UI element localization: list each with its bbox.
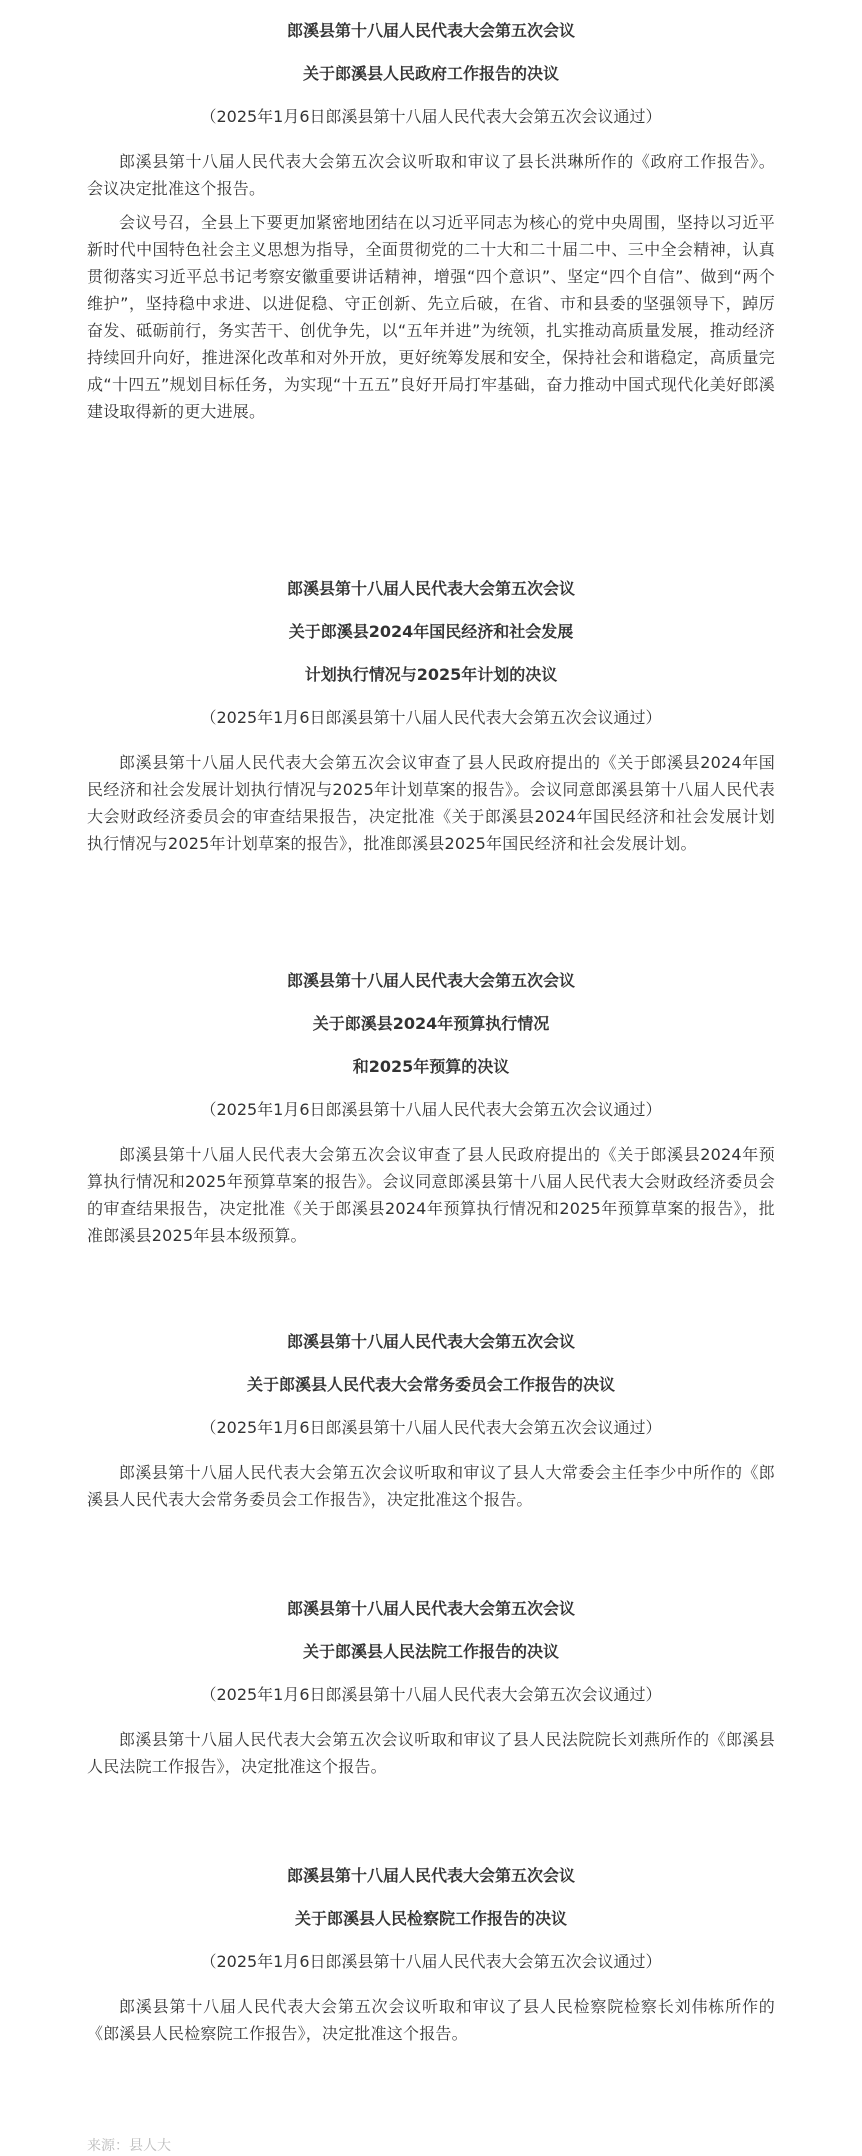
meeting-title: 郎溪县第十八届人民代表大会第五次会议: [286, 21, 575, 40]
resolution-title: 关于郎溪县人民代表大会常务委员会工作报告的决议: [246, 1375, 615, 1394]
adoption-date: （2025年1月6日郎溪县第十八届人民代表大会第五次会议通过）: [200, 1685, 662, 1704]
resolution-court: [87, 1598, 775, 1780]
resolution-paragraph: 郎溪县第十八届人民代表大会第五次会议审查了县人民政府提出的《关于郎溪县2024年国民经济和社会发展计划执行情况与2025年计划草案的报告》。会议同意郎溪县第十八届人民代表大会财政经济委员会的审查结果报告，决定批准《关于郎溪县2024年国民经济和社会发展计划执行情况与2025年计划草案的报告》，批准郎溪县2025年国民经济和社会发展计划。: [87, 753, 775, 853]
resolution-title: 关于郎溪县人民法院工作报告的决议: [302, 1642, 559, 1661]
meeting-title: 郎溪县第十八届人民代表大会第五次会议: [286, 971, 575, 990]
resolution-paragraph: 郎溪县第十八届人民代表大会第五次会议听取和审议了县长洪琳所作的《政府工作报告》。会议决定批准这个报告。: [87, 152, 775, 198]
resolution-title: 关于郎溪县人民检察院工作报告的决议: [294, 1909, 567, 1928]
resolution-paragraph: 会议号召，全县上下要更加紧密地团结在以习近平同志为核心的党中央周围，坚持以习近平新时代中国特色社会主义思想为指导，全面贯彻党的二十大和二十届二中、三中全会精神，认真贯彻落实习近平总书记考察安徽重要讲话精神，增强“四个意识”、坚定“四个自信”、做到“两个维护”，坚持稳中求进、以进促稳、守正创新、先立后破，在省、市和县委的坚强领导下，踔厉奋发、砥砺前行，务实苦干、创优争先，以“五年并进”为统领，扎实推动高质量发展，推动经济持续回升向好，推进深化改革和对外开放，更好统筹发展和安全，保持社会和谐稳定，高质量完成“十四五”规划目标任务，为实现“十五五”良好开局打牢基础，奋力推动中国式现代化美好郎溪建设取得新的更大进展。: [87, 213, 775, 421]
resolution-paragraph: 郎溪县第十八届人民代表大会第五次会议听取和审议了县人大常委会主任李少中所作的《郎溪县人民代表大会常务委员会工作报告》，决定批准这个报告。: [87, 1463, 775, 1509]
adoption-date: （2025年1月6日郎溪县第十八届人民代表大会第五次会议通过）: [200, 708, 662, 727]
resolution-title: 计划执行情况与2025年计划的决议: [304, 665, 558, 684]
adoption-date: （2025年1月6日郎溪县第十八届人民代表大会第五次会议通过）: [200, 1100, 662, 1119]
resolution-title: 和2025年预算的决议: [352, 1057, 510, 1076]
meeting-title: 郎溪县第十八届人民代表大会第五次会议: [286, 1599, 575, 1618]
resolution-budget: [87, 970, 775, 1249]
adoption-date: （2025年1月6日郎溪县第十八届人民代表大会第五次会议通过）: [200, 107, 662, 126]
meeting-title: 郎溪县第十八届人民代表大会第五次会议: [286, 1332, 575, 1351]
resolution-title: 关于郎溪县人民政府工作报告的决议: [302, 64, 559, 83]
resolution-economic-plan: [87, 578, 775, 857]
meeting-title: 郎溪县第十八届人民代表大会第五次会议: [286, 579, 575, 598]
resolution-paragraph: 郎溪县第十八届人民代表大会第五次会议审查了县人民政府提出的《关于郎溪县2024年预算执行情况和2025年预算草案的报告》。会议同意郎溪县第十八届人民代表大会财政经济委员会的审查结果报告，决定批准《关于郎溪县2024年预算执行情况和2025年预算草案的报告》，批准郎溪县2025年县本级预算。: [87, 1145, 775, 1245]
source-label: 来源：县人大: [87, 2138, 171, 2154]
resolution-government-report: [87, 20, 775, 425]
resolution-paragraph: 郎溪县第十八届人民代表大会第五次会议听取和审议了县人民检察院检察长刘伟栋所作的《郎溪县人民检察院工作报告》，决定批准这个报告。: [87, 1997, 775, 2043]
resolution-paragraph: 郎溪县第十八届人民代表大会第五次会议听取和审议了县人民法院院长刘燕所作的《郎溪县人民法院工作报告》，决定批准这个报告。: [87, 1730, 775, 1776]
resolution-procuratorate: [87, 1865, 775, 2047]
resolution-title: 关于郎溪县2024年国民经济和社会发展: [288, 622, 574, 641]
resolution-standing-committee: [87, 1331, 775, 1513]
adoption-date: （2025年1月6日郎溪县第十八届人民代表大会第五次会议通过）: [200, 1952, 662, 1971]
meeting-title: 郎溪县第十八届人民代表大会第五次会议: [286, 1866, 575, 1885]
adoption-date: （2025年1月6日郎溪县第十八届人民代表大会第五次会议通过）: [200, 1418, 662, 1437]
resolution-title: 关于郎溪县2024年预算执行情况: [312, 1014, 550, 1033]
